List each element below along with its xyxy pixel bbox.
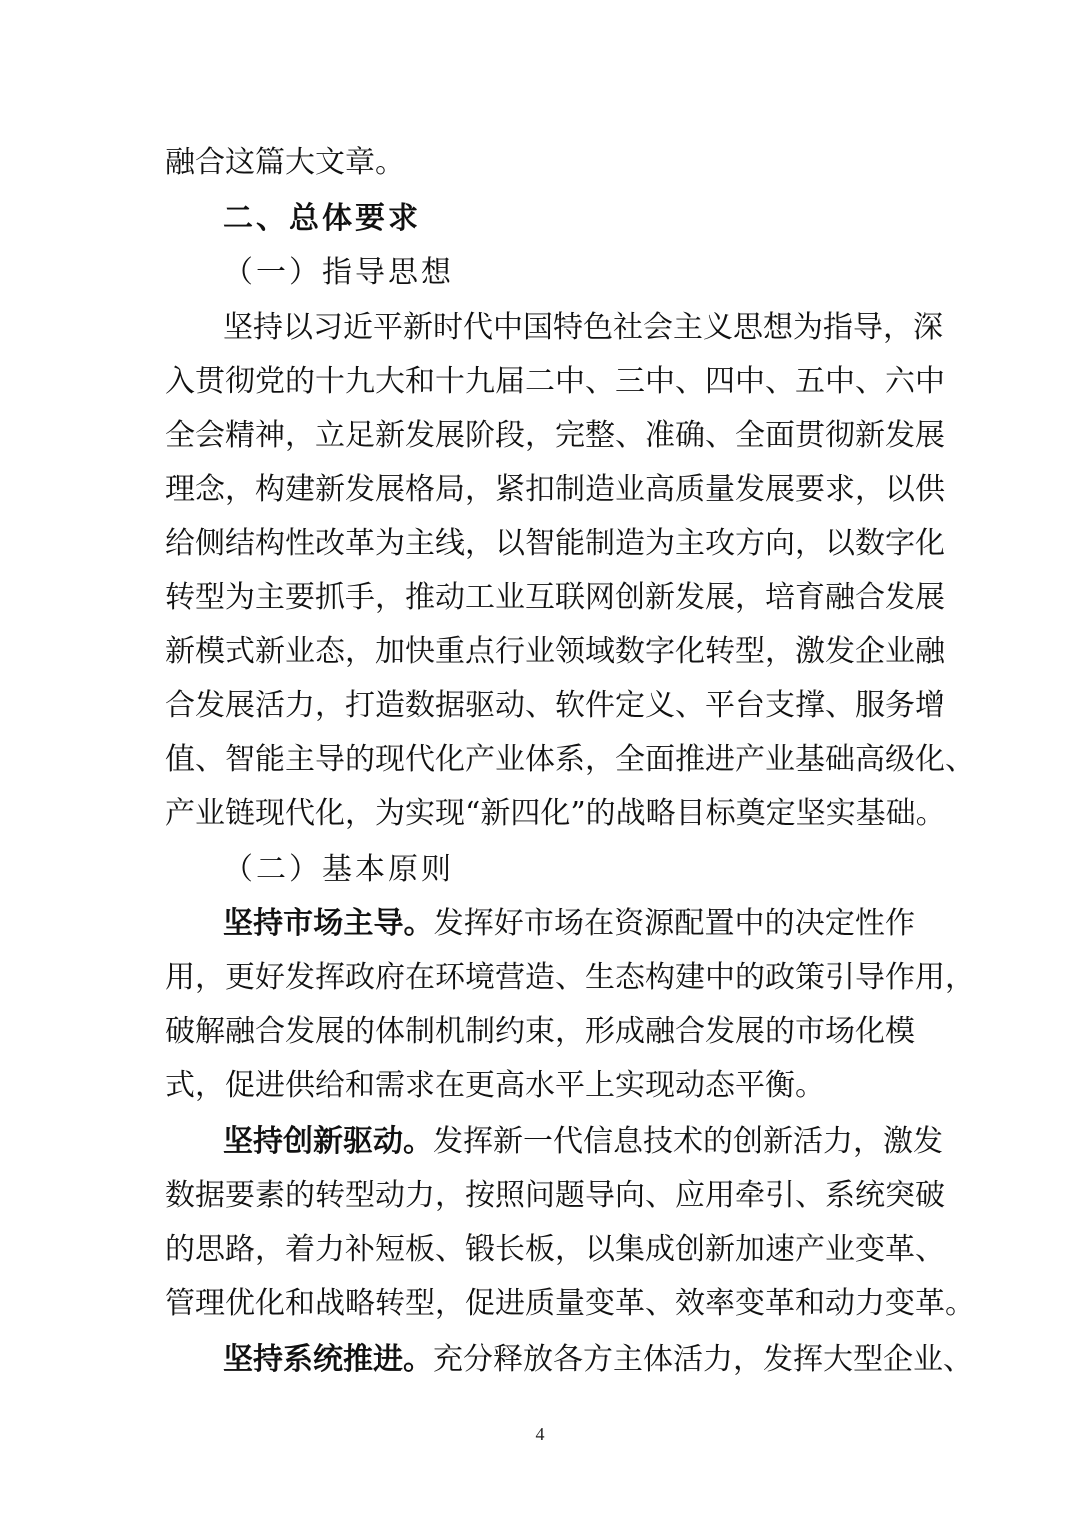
body-text-span: 发挥好市场在资源配置中的决定性作 <box>433 906 916 941</box>
body-text-span: 发挥新一代信息技术的创新活力，激发 <box>433 1124 943 1159</box>
body-text-line: 值、智能主导的现代化产业体系，全面推进产业基础高级化、 <box>165 742 975 777</box>
body-text-line: 转型为主要抓手，推动工业互联网创新发展，培育融合发展 <box>165 580 945 615</box>
body-text-line <box>223 1339 973 1381</box>
principle-lead: 坚持系统推进。 <box>223 1342 433 1377</box>
body-text-line: 融合这篇大文章。 <box>165 145 405 180</box>
subsection-heading: （一）指导思想 <box>223 255 454 290</box>
body-text-line <box>223 903 915 945</box>
body-text-line <box>223 1121 943 1163</box>
body-text-line: 入贯彻党的十九大和十九届二中、三中、四中、五中、六中 <box>165 364 945 399</box>
body-text-line: 破解融合发展的体制机制约束，形成融合发展的市场化模 <box>165 1014 915 1049</box>
body-text-line: 给侧结构性改革为主线，以智能制造为主攻方向，以数字化 <box>165 526 945 561</box>
body-text-span: 充分释放各方主体活力，发挥大型企业、 <box>433 1342 973 1377</box>
page-number: 4 <box>535 1424 545 1444</box>
body-text-line: 用，更好发挥政府在环境营造、生态构建中的政策引导作用， <box>165 960 975 995</box>
body-text-line: 产业链现代化，为实现“新四化”的战略目标奠定坚实基础。 <box>165 796 946 831</box>
subsection-heading: （二）基本原则 <box>223 852 454 887</box>
body-text-line: 的思路，着力补短板、锻长板，以集成创新加速产业变革、 <box>165 1232 945 1267</box>
principle-lead: 坚持市场主导。 <box>223 906 434 941</box>
body-text-line: 新模式新业态，加快重点行业领域数字化转型，激发企业融 <box>165 634 945 669</box>
body-text-line: 式，促进供给和需求在更高水平上实现动态平衡。 <box>165 1068 825 1103</box>
body-text-line: 合发展活力，打造数据驱动、软件定义、平台支撑、服务增 <box>165 688 945 723</box>
section-heading: 二、总体要求 <box>223 201 421 236</box>
body-text-line: 数据要素的转型动力，按照问题导向、应用牵引、系统突破 <box>165 1178 945 1213</box>
principle-lead: 坚持创新驱动。 <box>223 1124 433 1159</box>
body-text-line: 管理优化和战略转型，促进质量变革、效率变革和动力变革。 <box>165 1286 975 1321</box>
body-text-line: 全会精神，立足新发展阶段，完整、准确、全面贯彻新发展 <box>165 418 945 453</box>
body-text-line: 理念，构建新发展格局，紧扣制造业高质量发展要求，以供 <box>165 472 945 507</box>
body-text-line: 坚持以习近平新时代中国特色社会主义思想为指导，深 <box>223 310 943 345</box>
